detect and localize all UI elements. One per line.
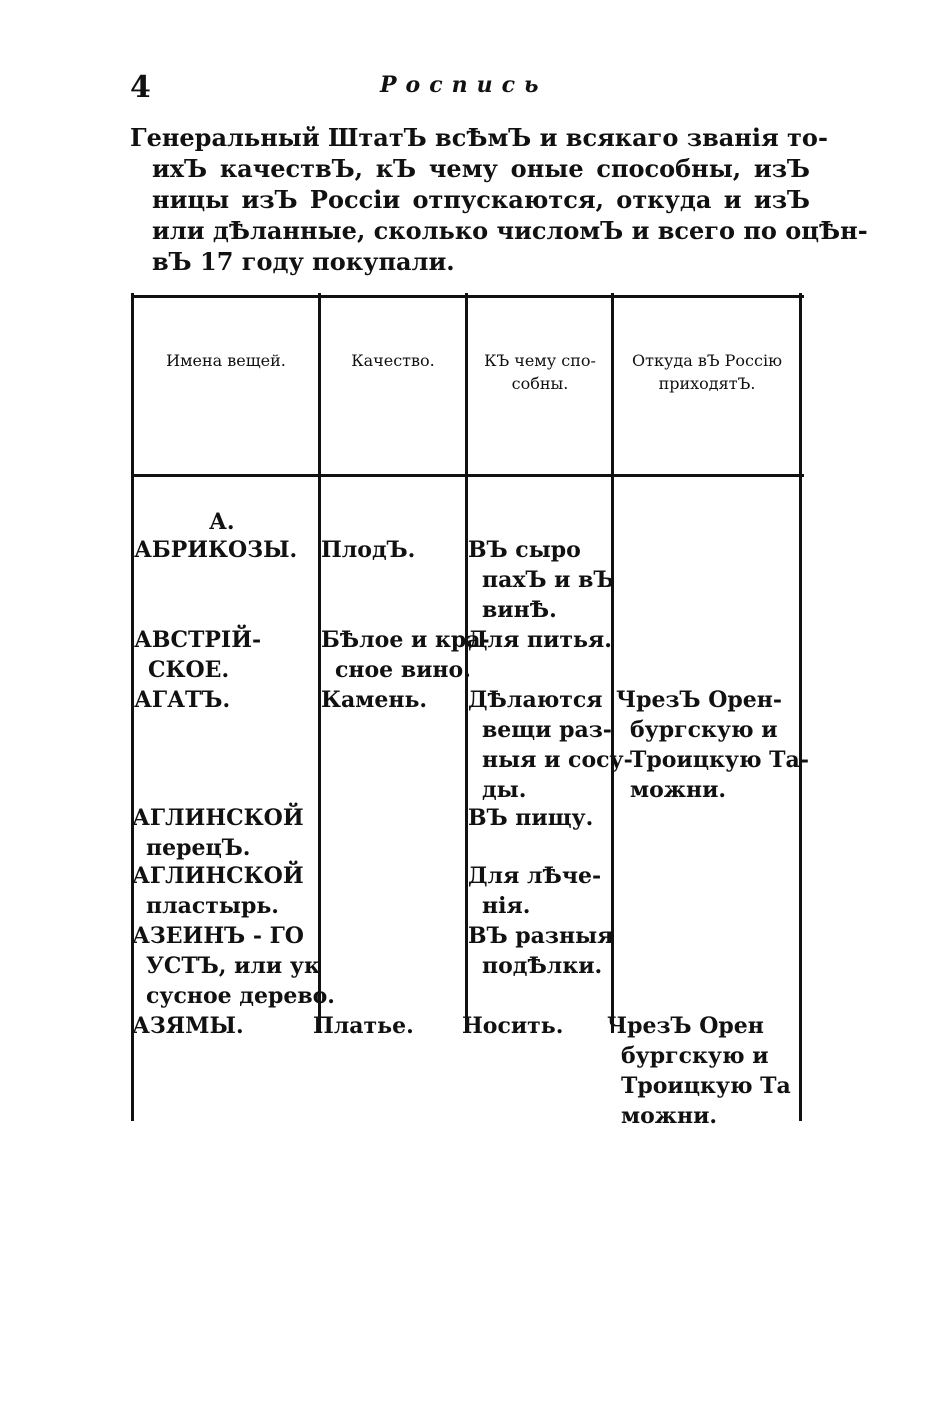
column-header-origin: Откуда вЪ Россію приходятЪ.	[631, 351, 783, 393]
document-heading	[130, 122, 868, 277]
cell-use: ВЪ сыро пахЪ и вЪ винѢ.	[468, 537, 615, 623]
cell-origin: ЧрезЪ Орен бургскую и Троицкую Та можни.	[607, 1013, 791, 1129]
page-number: 4	[130, 70, 151, 105]
cell-name: АБРИКОЗЫ.	[134, 537, 298, 563]
column-header-quality: Качество.	[351, 351, 435, 370]
cell-use: ДѢлаются вещи раз- ныя и сосу- ды.	[468, 687, 633, 803]
heading-line: вЪ 17 году покупали.	[152, 247, 455, 276]
goods-table	[123, 293, 809, 1129]
heading-line: Генеральный ШтатЪ всѢмЪ и всякаго званія то-	[130, 123, 828, 152]
running-title: Роспись	[380, 72, 548, 98]
cell-origin: ЧрезЪ Орен- бургскую и Троицкую Та- можни.	[616, 687, 809, 803]
cell-quality: Платье.	[313, 1013, 414, 1039]
cell-use: ВЪ разныя подѢлки.	[468, 923, 614, 979]
cell-name: АГЛИНСКОЙ перецЪ.	[132, 805, 304, 861]
cell-use: Для питья.	[468, 627, 612, 653]
cell-name: АВСТРІЙ- СКОЕ.	[134, 627, 262, 683]
cell-quality: ПлодЪ.	[321, 537, 416, 563]
column-header-use: КЪ чему спо- собны.	[484, 351, 596, 393]
cell-name: АГЛИНСКОЙ пластырь.	[132, 863, 304, 919]
cell-use: ВЪ пищу.	[468, 805, 594, 831]
heading-line: ихЪ качествЪ, кЪ чему оные способны, изЪ	[152, 154, 810, 183]
cell-name: АЗЯМЫ.	[132, 1013, 244, 1039]
cell-name: АГАТЪ.	[134, 687, 231, 713]
cell-quality: Камень.	[321, 687, 428, 713]
cell-use: Носить.	[462, 1013, 564, 1039]
cell-quality: БѢлое и кра- сное вино.	[321, 627, 490, 683]
heading-line: или дѢланные, сколько числомЪ и всего по оцѢн-	[152, 216, 868, 245]
cell-name: АЗЕИНЪ - ГО УСТЪ, или ук сусное дерево.	[132, 923, 335, 1009]
cell-use: Для лѢче- нія.	[468, 863, 602, 919]
table-top-rule	[133, 295, 804, 298]
table-header-rule	[133, 474, 804, 477]
heading-line: ницы изЪ Россіи отпускаются, откуда и изЪ	[152, 185, 810, 214]
section-letter: А.	[209, 509, 235, 535]
column-header-name: Имена вещей.	[166, 351, 286, 370]
